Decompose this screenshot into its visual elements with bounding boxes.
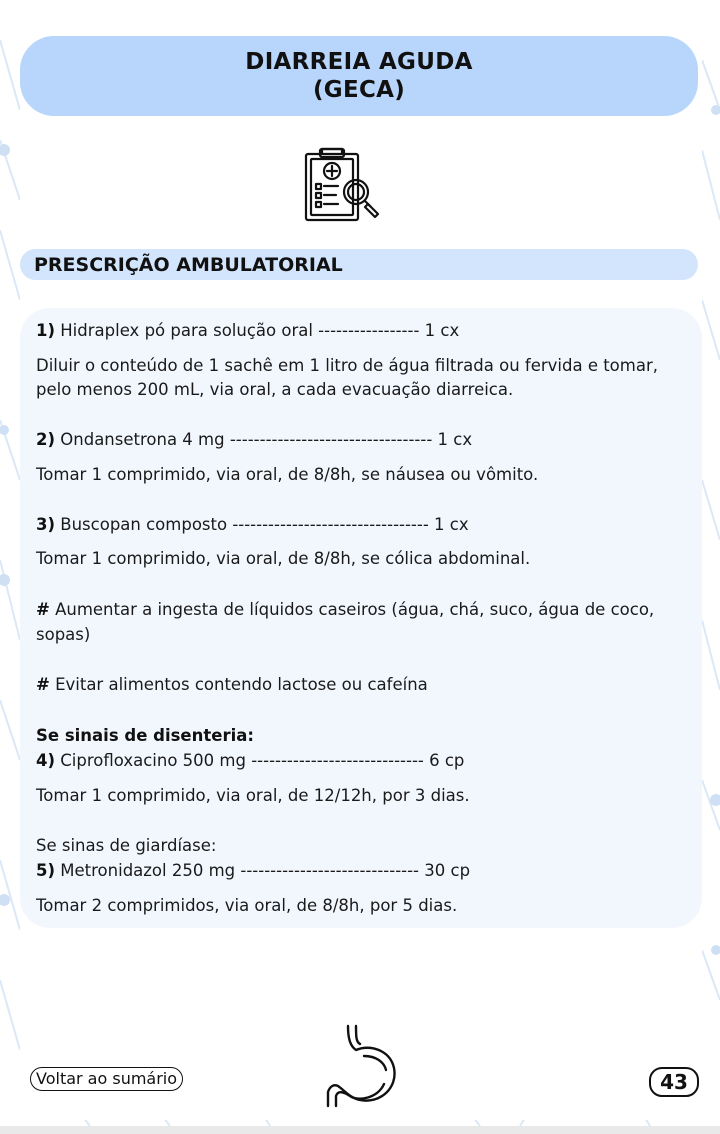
instructions-item-3: Tomar 1 comprimido, via oral, de 8/8h, se cólica abdominal. [36,549,531,568]
back-to-summary-link[interactable]: Voltar ao sumário [30,1067,183,1091]
page-number: 43 [649,1067,699,1097]
note-fluids-line2: sopas) [36,625,91,644]
bottom-strip [0,1126,720,1134]
clipboard-magnifier-icon [302,146,386,224]
note-fluids-line1: # Aumentar a ingesta de líquidos caseiros (água, chá, suco, água de coco, [36,600,655,619]
prescription-item-5: 5) Metronidazol 250 mg ------------------------------ 30 cp [36,861,471,880]
prescription-item-3: 3) Buscopan composto --------------------------------- 1 cx [36,515,469,534]
title-banner [20,36,698,116]
instructions-item-4: Tomar 1 comprimido, via oral, de 12/12h, por 3 dias. [36,786,470,805]
instructions-item-1-line1: Diluir o conteúdo de 1 sachê em 1 litro de água filtrada ou fervida e tomar, [36,356,658,375]
dysentery-heading: Se sinais de disenteria: [36,726,254,745]
instructions-item-2: Tomar 1 comprimido, via oral, de 8/8h, se náusea ou vômito. [36,465,539,484]
prescription-item-1: 1) Hidraplex pó para solução oral ----------------- 1 cx [36,321,460,340]
prescription-item-4: 4) Ciprofloxacino 500 mg ----------------------------- 6 cp [36,751,465,770]
giardiasis-heading: Se sinas de giardíase: [36,836,217,855]
note-avoid-foods: # Evitar alimentos contendo lactose ou cafeína [36,675,428,694]
section-title: PRESCRIÇÃO AMBULATORIAL [34,254,343,276]
page-title: DIARREIA AGUDA [245,49,473,75]
prescription-item-2: 2) Ondansetrona 4 mg ---------------------------------- 1 cx [36,430,473,449]
prescription-box [20,308,702,928]
page-subtitle: (GECA) [312,77,406,103]
stomach-icon [316,1020,402,1110]
instructions-item-5: Tomar 2 comprimidos, via oral, de 8/8h, por 5 dias. [36,896,458,915]
instructions-item-1-line2: pelo menos 200 mL, via oral, a cada evacuação diarreica. [36,380,514,399]
section-header [20,249,698,280]
